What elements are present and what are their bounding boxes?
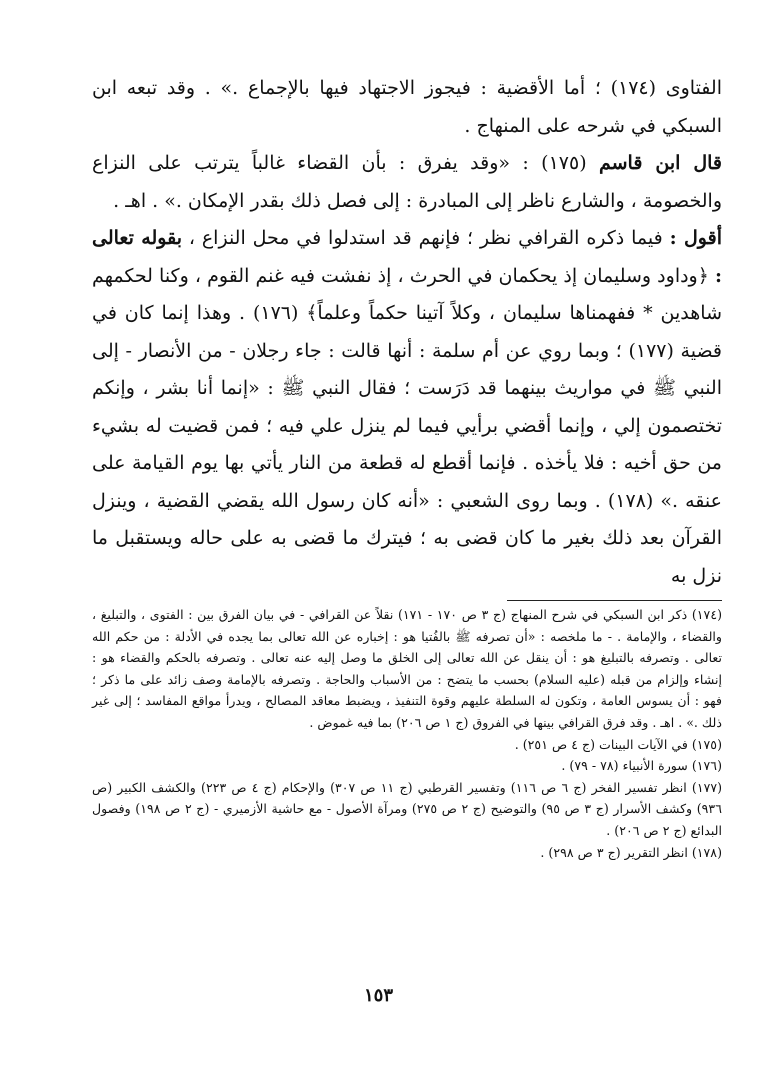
footnote-177: (١٧٧) انظر تفسير الفخر (ج ٦ ص ١١٦) وتفسير القرطبي (ج ١١ ص ٣٠٧) والإحكام (ج ٤ ص ٢٢٣) والكشف الكبير (ص ٩٣٦) وكشف الأسرار (ج ٣ ص ٩٥) والتوضيح (ج ٢ ص ٢٧٥) ومرآة الأصول - مع حاشية الأزميري - (ج ٢ ص ١٩٨) وفصول البدائع (ج ٢ ص ٢٠٦) . [92,779,723,838]
paragraph-2 [92,145,722,220]
footnote-174: (١٧٤) ذكر ابن السبكي في شرح المنهاج (ج ٣ ص ١٧٠ - ١٧١) نقلاً عن القرافي - في بيان الفرق بين : الفتوى ، والتبليغ ، والقضاء ، والإمامة . - ما ملخصه : «أن تصرفه ﷺ بالفُتيا هو : إخباره عن الله تعالى بما يجده في الأدلة : من حكم الله تعالى . وتصرفه بالتبليغ هو : أن ينقل عن الله تعالى إلى الخلق ما وصل إليه عنه تعالى . وتصرفه بالحكم والقضاء هو : إنشاء وإلزام من قبله (عليه السلام) بحسب ما يتضح : من الأسباب والحاجة . وتصرفه بالإمامة وصف زائد على ما ذكر ؛ فهو : أن يسوس العامة ، وتكون له السلطة عليهم وقوة التنفيذ ، ويضبط معاقد المصالح ، ويدرأ مواقع المفاسد ؛ إلى غير ذلك .» . اهـ . وقد فرق القرافي بينها في الفروق (ج ١ ص ٢٠٦) بما فيه غموض . [92,607,723,730]
main-text [92,70,722,595]
footnote-178: (١٧٨) انظر التقرير (ج ٣ ص ٢٩٨) . [540,844,722,860]
paragraph-1: الفتاوى (١٧٤) ؛ أما الأقضية : فيجوز الاجتهاد فيها بالإجماع .» . وقد تبعه ابن السبكي في شرحه على المنهاج . [92,77,722,137]
paragraph-3-lead: أقول : [669,227,722,249]
paragraph-3 [92,220,722,595]
paragraph-3-body-a: فيما ذكره القرافي نظر ؛ فإنهم قد استدلوا في محل النزاع ، [188,227,663,249]
footnote-separator [507,600,722,601]
paragraph-2-lead: قال ابن قاسم [598,152,722,174]
paragraph-3-body-c: ﴿وداود وسليمان إذ يحكمان في الحرث ، إذ نفشت فيه غنم القوم ، وكنا لحكمهم شاهدين * ففهمناها سليمان ، وكلاً آتينا حكماً وعلماً﴾ (١٧٦) . وهذا إنما كان في قضية (١٧٧) ؛ وبما روي عن أم سلمة : أنها قالت : جاء رجلان - من الأنصار - إلى النبي ﷺ في مواريث بينهما قد دَرَست ؛ فقال النبي ﷺ : «إنما أنا بشر ، وإنكم تختصمون إلي ، وإنما أقضي برأيي فيما لم ينزل علي فيه ؛ فمن قضيت له بشيء من حق أخيه : فلا يأخذه . فإنما أقطع له قطعة من النار يأتي بها يوم القيامة على عنقه .» (١٧٨) . وبما روى الشعبي : «أنه كان رسول الله يقضي القضية ، وينزل القرآن بعد ذلك بغير ما كان قضى به ؛ فيترك ما قضى به على حاله ويستقبل ما نزل به [92,264,722,587]
paragraph-2-body: (١٧٥) : «وقد يفرق : بأن القضاء غالباً يترتب على النزاع والخصومة ، والشارع ناظر إلى المبادرة : إلى فصل ذلك بقدر الإمكان .» . اهـ . [92,152,722,212]
footnote-175: (١٧٥) في الآيات البينات (ج ٤ ص ٢٥١) . [514,736,722,752]
footnotes [92,604,722,863]
page-number: ١٥٣ [363,985,393,1006]
paragraph-3-body-b: بقوله تعالى : [92,227,722,287]
footnote-176: (١٧٦) سورة الأنبياء (٧٨ - ٧٩) . [561,758,722,774]
